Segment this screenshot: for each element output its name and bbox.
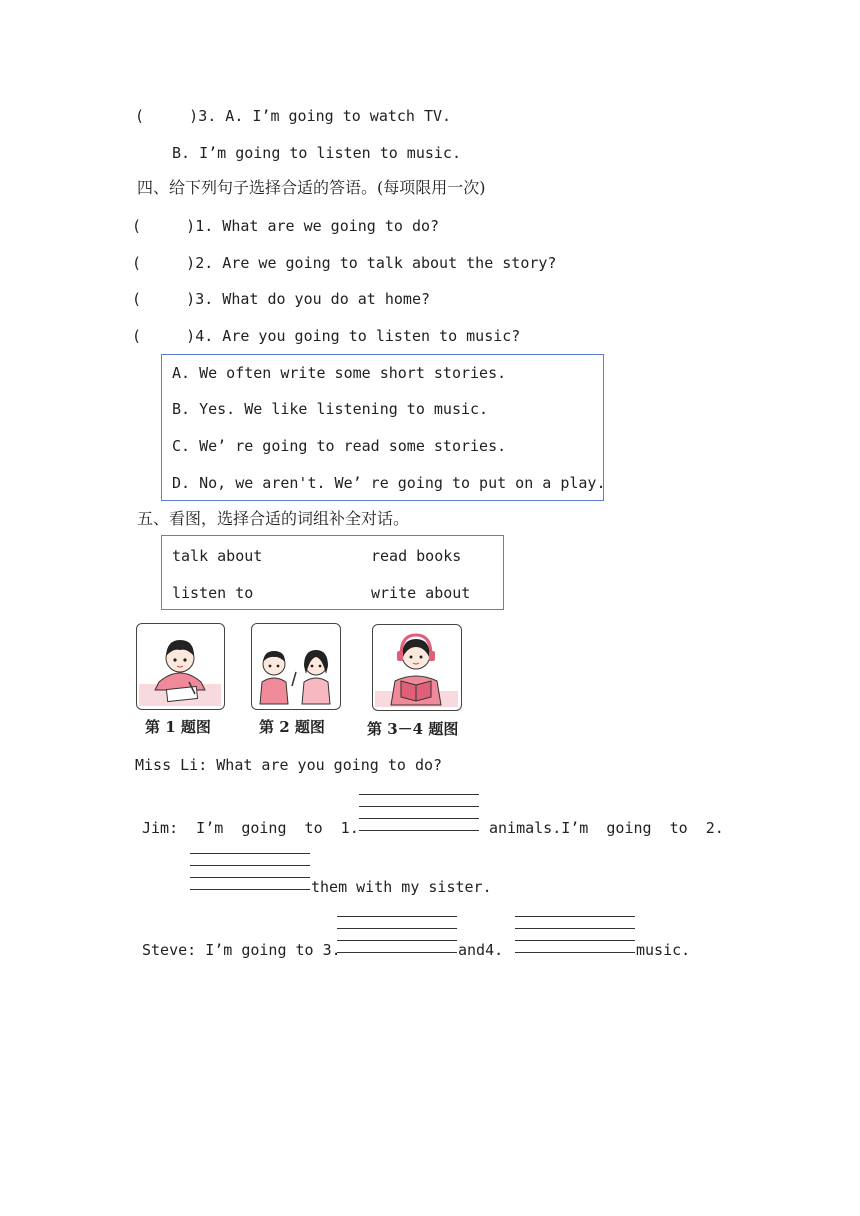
children-talking-illustration [252,624,339,708]
part3-q3-options-b: B. I’m going to listen to music. [172,144,461,162]
picture-girl-reading [372,624,462,711]
picture-caption: 第 2 题图 [259,718,325,736]
picture-caption: 第 3－4 题图 [367,720,459,738]
part5-heading: 五、看图，选择合适的词组补全对话。 [137,509,410,528]
part3-q3-options-a: ( )3. A. I’m going to watch TV. [135,107,452,125]
answer-blank-3-guide [337,928,457,929]
answer-blank-2-guide [190,877,310,878]
picture-boy-writing [136,623,225,710]
answer-blank-2-guide [190,889,310,890]
phrase: listen to [172,584,254,602]
part4-heading: 四、给下列句子选择合适的答语。(每项限用一次) [137,178,486,197]
part4-question: ( )1. What are we going to do? [132,217,440,235]
dialogue-miss-li: Miss Li: What are you going to do? [135,756,443,774]
phrase: write about [371,584,471,602]
answer-option: B. Yes. We like listening to music. [172,400,489,418]
dialogue-jim-part2: animals.I’m going to 2. [489,819,724,837]
answer-blank-3-guide [337,952,457,953]
answer-blank-4-guide [515,928,635,929]
phrase: read books [371,547,462,565]
part4-question: ( )4. Are you going to listen to music? [132,327,521,345]
answer-option: D. No, we aren't. We’ re going to put on a play. [172,474,606,492]
boy-writing-illustration [137,624,223,708]
answer-blank-4-guide [515,916,635,917]
answer-blank-1-guide [359,794,479,795]
dialogue-jim-part1: Jim: I’m going to 1. [142,819,359,837]
phrase: talk about [172,547,263,565]
answer-option: C. We’ re going to read some stories. [172,437,507,455]
answer-blank-3-guide [337,940,457,941]
dialogue-jim-part3: them with my sister. [311,878,492,896]
answer-option: A. We often write some short stories. [172,364,507,382]
part4-question: ( )3. What do you do at home? [132,290,431,308]
picture-children-talking [251,623,341,710]
dialogue-steve-part3: music. [636,941,691,959]
answer-blank-2-guide [190,853,310,854]
girl-reading-illustration [373,625,460,709]
dialogue-steve-part1: Steve: I’m going to 3. [142,941,341,959]
answer-blank-1-guide [359,830,479,831]
answer-blank-4-guide [515,940,635,941]
answer-blank-1-guide [359,818,479,819]
answer-blank-2-guide [190,865,310,866]
picture-caption: 第 1 题图 [145,718,211,736]
dialogue-steve-part2: and4. [458,941,504,959]
part4-question: ( )2. Are we going to talk about the story? [132,254,557,272]
answer-blank-4-guide [515,952,635,953]
answer-blank-3-guide [337,916,457,917]
answer-blank-1-guide [359,806,479,807]
